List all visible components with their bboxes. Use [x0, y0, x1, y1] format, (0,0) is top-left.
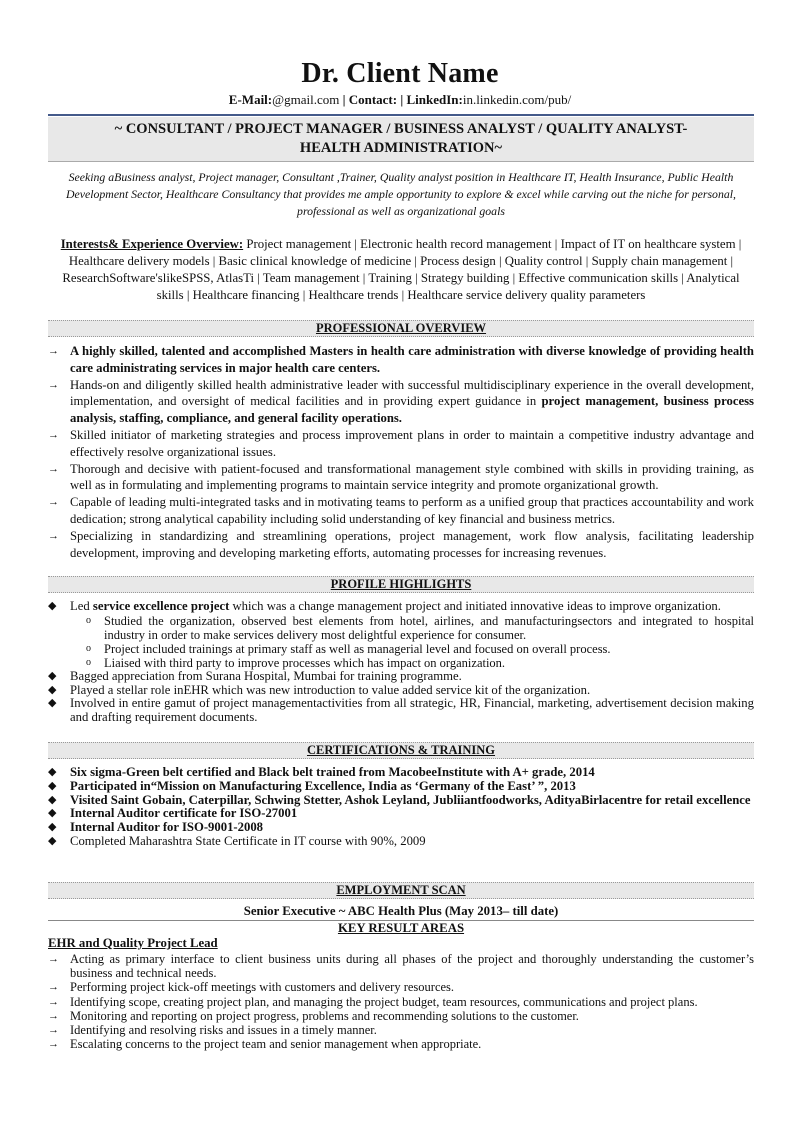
diamond-bullet-icon: ◆ [48, 793, 57, 806]
diamond-bullet-icon: ◆ [48, 669, 57, 682]
linkedin-value[interactable]: in.linkedin.com/pub/ [462, 92, 572, 107]
arrow-bullet-icon: → [48, 529, 59, 542]
list-item [48, 427, 754, 461]
section-heading-text: CERTIFICATIONS & TRAINING [306, 743, 496, 757]
list-item [48, 670, 754, 684]
diamond-bullet-icon: ◆ [48, 600, 57, 612]
sub-list-item [48, 642, 754, 656]
list-item [48, 494, 754, 528]
list-item [48, 766, 754, 780]
item-text: A highly skilled, talented and accomplished Masters in health care administration with diverse knowledge of providing health care administrating services in major health care centers. [70, 344, 754, 375]
item-text: Hands-on and diligently skilled health administrative leader with successful multidisciplinary experience in the overall development, implementation, and oversight of medical facilities and in providing expert guidance in [70, 377, 754, 409]
section-heading-employment [48, 882, 754, 899]
arrow-bullet-icon: → [48, 496, 59, 509]
list-item [48, 1023, 754, 1037]
role-title: EHR and Quality Project Lead [48, 936, 218, 950]
objective-statement: Seeking aBusiness analyst, Project manager, Consultant ,Trainer, Quality analyst position in Healthcare IT, Health Insurance, Public Health Development Sector, Healthcare Consultancy that provides me ample opportunity to explore & excel while carving out the niche for personal, professional as well as organizational goals [66, 170, 736, 218]
list-item [48, 528, 754, 562]
interests-label: Interests& Experience Overview: [60, 237, 244, 251]
contact-label: Contact: [348, 92, 398, 107]
list-item [48, 807, 754, 821]
section-heading-certifications [48, 742, 754, 759]
item-bold-text: service excellence project [92, 599, 230, 613]
item-text: Acting as primary interface to client business units during all phases of the project and thoroughly understanding the customer’s business and technical needs. [70, 952, 754, 981]
item-text: Six sigma-Green belt certified and Black belt trained from MacobeeInstitute with A+ grade, 2014 [70, 765, 595, 779]
circle-bullet-icon: o [86, 642, 91, 654]
section-heading-text: PROFILE HIGHLIGHTS [330, 577, 472, 591]
sub-list-item [48, 614, 754, 642]
contact-line [0, 92, 800, 108]
item-text: Internal Auditor certificate for ISO-27001 [70, 806, 298, 821]
interests-block [48, 236, 754, 304]
diamond-bullet-icon: ◆ [48, 821, 57, 834]
list-item [48, 684, 754, 698]
candidate-name: Dr. Client Name [301, 58, 499, 89]
section-heading-text: EMPLOYMENT SCAN [336, 883, 466, 897]
title-rule [48, 161, 754, 162]
section-heading-text: PROFESSIONAL OVERVIEW [315, 321, 487, 335]
diamond-bullet-icon: ◆ [48, 697, 57, 710]
list-item [48, 1037, 754, 1051]
item-text: Studied the organization, observed best elements from hotel, airlines, and manufacturingsectors and integrated to hospital industry in order to make services delivery most delightful experience for consumer. [104, 613, 754, 642]
list-item [48, 461, 754, 495]
item-text: Involved in entire gamut of project managementactivities from all strategic, HR, Financial, marketing, advertisement decision making and drafting requirement documents. [70, 696, 754, 725]
item-text: Played a stellar role inEHR which was new introduction to value added service kit of the organization. [70, 682, 591, 697]
item-text: Internal Auditor for ISO-9001-2008 [70, 820, 264, 835]
item-text: Capable of leading multi-integrated tasks and in motivating teams to perform as a unified group that practices accountability and work dedication; strong analytical capability including solid understanding of key financial and business metrics. [70, 495, 754, 526]
item-text: Liaised with third party to improve processes which has impact on organization. [104, 655, 506, 670]
list-item [48, 821, 754, 835]
arrow-bullet-icon: → [48, 1024, 59, 1037]
title-line-1: ~ CONSULTANT / PROJECT MANAGER / BUSINESS ANALYST / QUALITY ANALYST- [114, 121, 688, 137]
item-text: Visited Saint Gobain, Caterpillar, Schwing Stetter, Ashok Leyland, Jubliiantfoodworks, AdityaBirlacentre for retail excellence [70, 792, 751, 807]
email-value[interactable]: @gmail.com [272, 92, 340, 107]
list-item [48, 377, 754, 427]
list-item [48, 995, 754, 1009]
item-text: Escalating concerns to the project team and senior management when appropriate. [70, 1037, 482, 1052]
arrow-bullet-icon: → [48, 995, 59, 1008]
list-item [48, 343, 754, 377]
item-text: which was a change management project and initiated innovative ideas to improve organization. [229, 599, 721, 613]
item-text: Led [70, 599, 93, 613]
list-item [48, 980, 754, 994]
item-text: Participated in“Mission on Manufacturing Excellence, India as ‘Germany of the East’ ”, 2013 [70, 778, 576, 793]
circle-bullet-icon: o [86, 656, 91, 668]
circle-bullet-icon: o [86, 614, 91, 626]
list-item [48, 600, 754, 614]
item-text: Identifying scope, creating project plan, and managing the project budget, team resources, communications and project plans. [70, 994, 698, 1009]
arrow-bullet-icon: → [48, 462, 59, 475]
list-item [48, 697, 754, 725]
separator: | [397, 92, 407, 107]
separator: | [339, 92, 349, 107]
list-item [48, 952, 754, 980]
item-text: Thorough and decisive with patient-focused and transformational management style combined with skills in providing training, as well as in formulating and implementing programs to maintain service integrity and promote organizational growth. [70, 461, 754, 493]
interests-text: Project management | Electronic health record management | Impact of IT on healthcare system | Healthcare delivery models | Basic clinical knowledge of medicine | Process design | Quality control | Supply chain management | ResearchSoftware'slikeSPSS, AtlasTi | Team management | Training | Strategy building | Effective communication skills | Analytical skills | Healthcare financing | Healthcare trends | Healthcare service delivery quality parameters [62, 237, 742, 302]
item-bold-text: project management, business process analysis, staffing, compliance, and general facility operations. [70, 394, 754, 426]
arrow-bullet-icon: → [48, 953, 59, 965]
diamond-bullet-icon: ◆ [48, 834, 57, 847]
item-text: Identifying and resolving risks and issues in a timely manner. [70, 1023, 377, 1038]
list-item [48, 794, 754, 808]
list-item [48, 835, 754, 849]
list-item [48, 780, 754, 794]
key-result-areas-heading [48, 921, 754, 936]
job-title: Senior Executive ~ ABC Health Plus (May 2013– till date) [243, 904, 559, 918]
diamond-bullet-icon: ◆ [48, 683, 57, 696]
diamond-bullet-icon: ◆ [48, 779, 57, 792]
arrow-bullet-icon: → [48, 378, 59, 391]
section-heading-text: KEY RESULT AREAS [337, 921, 465, 935]
arrow-bullet-icon: → [48, 428, 59, 441]
arrow-bullet-icon: → [48, 345, 59, 357]
arrow-bullet-icon: → [48, 1009, 59, 1022]
professional-overview-list [48, 343, 754, 561]
email-label: E-Mail: [228, 92, 273, 107]
item-text: Completed Maharashtra State Certificate in IT course with 90%, 2009 [70, 833, 426, 848]
item-text: Specializing in standardizing and streamlining operations, project management, work flow analysis, facilitating leadership development, improving and developing marketing efforts, automating processes for increasing revenues. [70, 528, 754, 560]
list-item [48, 1009, 754, 1023]
linkedin-label: LinkedIn: [406, 92, 463, 107]
item-text: Performing project kick-off meetings with customers and delivery resources. [70, 980, 455, 995]
key-result-areas-list [48, 952, 754, 1051]
arrow-bullet-icon: → [48, 1038, 59, 1051]
item-text: Monitoring and reporting on project progress, problems and recommending solutions to the customer. [70, 1008, 579, 1023]
diamond-bullet-icon: ◆ [48, 807, 57, 820]
title-line-2: HEALTH ADMINISTRATION~ [299, 140, 503, 156]
section-heading-professional-overview [48, 320, 754, 337]
header-rule [48, 114, 754, 116]
item-text: Project included trainings at primary staff as well as managerial level and focused on overall process. [104, 641, 611, 656]
diamond-bullet-icon: ◆ [48, 766, 57, 778]
item-text: Bagged appreciation from Surana Hospital, Mumbai for training programme. [70, 668, 462, 683]
certifications-list [48, 766, 754, 849]
item-text: Skilled initiator of marketing strategies and process improvement plans in order to maintain a competitive industry advantage and effectively resolve organizational issues. [70, 427, 754, 459]
sub-list-item [48, 656, 754, 670]
arrow-bullet-icon: → [48, 981, 59, 994]
title-banner [48, 117, 754, 161]
section-heading-profile-highlights [48, 576, 754, 593]
profile-highlights-list [48, 600, 754, 725]
